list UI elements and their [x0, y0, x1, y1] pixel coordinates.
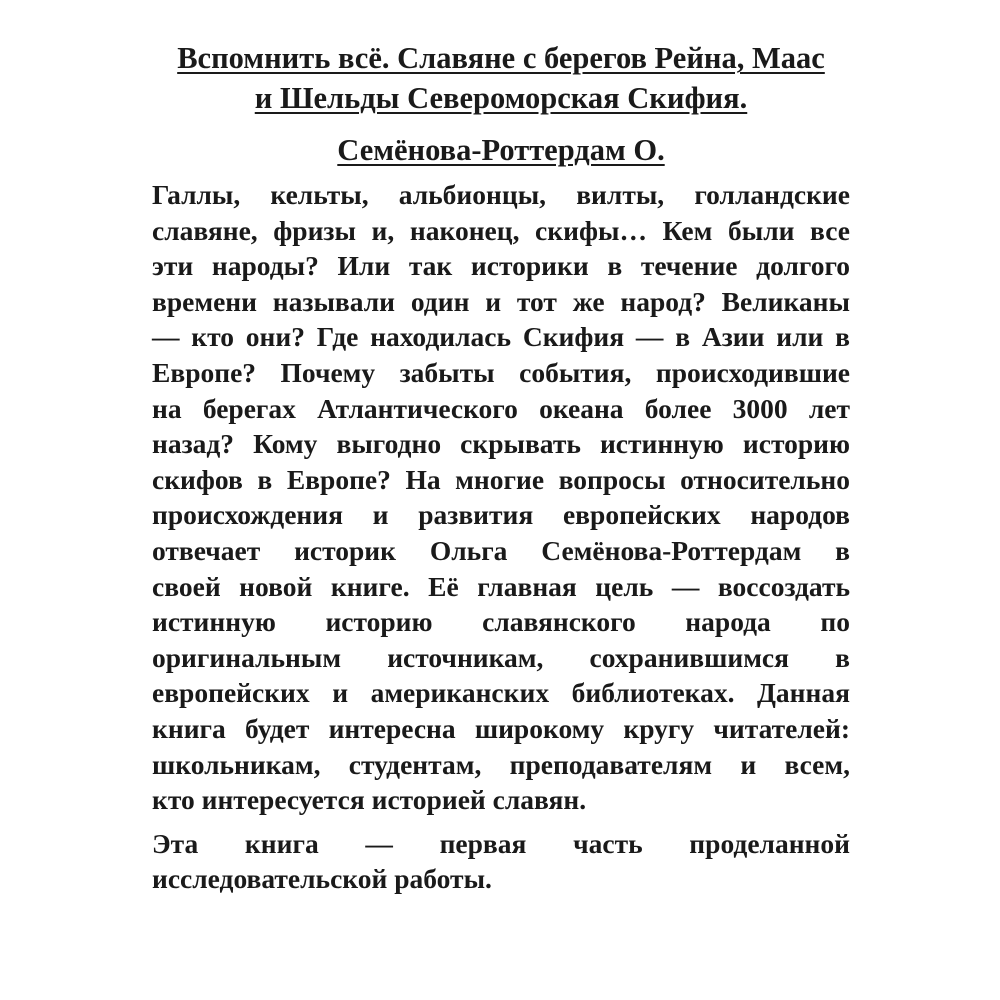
book-annotation: [152, 38, 850, 897]
text-line: — кто они? Где находилась Скифия — в Азии или в: [152, 321, 850, 353]
book-title-line: и Шельды Североморская Скифия.: [254, 81, 748, 115]
book-title: [152, 38, 850, 118]
description-paragraph: [152, 826, 850, 897]
text-line: своей новой книге. Её главная цель — воссоздать: [152, 570, 850, 602]
text-line: времени называли один и тот же народ? Великаны: [152, 285, 850, 317]
text-line: отвечает историк Ольга Семёнова-Роттердам в: [152, 534, 850, 566]
text-line: славяне, фризы и, наконец, скифы… Кем были все: [152, 214, 850, 246]
book-title-line: Вспомнить всё. Славяне с берегов Рейна, Маас: [177, 41, 825, 75]
description-paragraph: [152, 177, 850, 818]
text-line: исследовательской работы.: [152, 863, 492, 895]
text-line: эти народы? Или так историки в течение долгого: [152, 250, 850, 282]
text-line: истинную историю славянского народа по: [152, 606, 850, 638]
text-line: на берегах Атлантического океана более 3000 лет: [152, 392, 850, 424]
text-line: Эта книга — первая часть проделанной: [152, 827, 850, 859]
text-line: скифов в Европе? На многие вопросы относительно: [152, 463, 850, 495]
text-line: кто интересуется историей славян.: [152, 784, 587, 816]
text-line: происхождения и развития европейских народов: [152, 499, 850, 531]
text-line: книга будет интересна широкому кругу читателей:: [152, 712, 850, 744]
text-line: оригинальным источникам, сохранившимся в: [152, 641, 850, 673]
text-line: школьникам, студентам, преподавателям и всем,: [152, 748, 850, 780]
text-line: Европе? Почему забыты события, происходившие: [152, 356, 850, 388]
text-line: Галлы, кельты, альбионцы, вилты, голландские: [152, 179, 850, 210]
book-author: Семёнова-Роттердам О.: [337, 133, 665, 167]
text-line: европейских и американских библиотеках. Данная: [152, 677, 850, 709]
text-line: назад? Кому выгодно скрывать истинную историю: [152, 428, 850, 460]
